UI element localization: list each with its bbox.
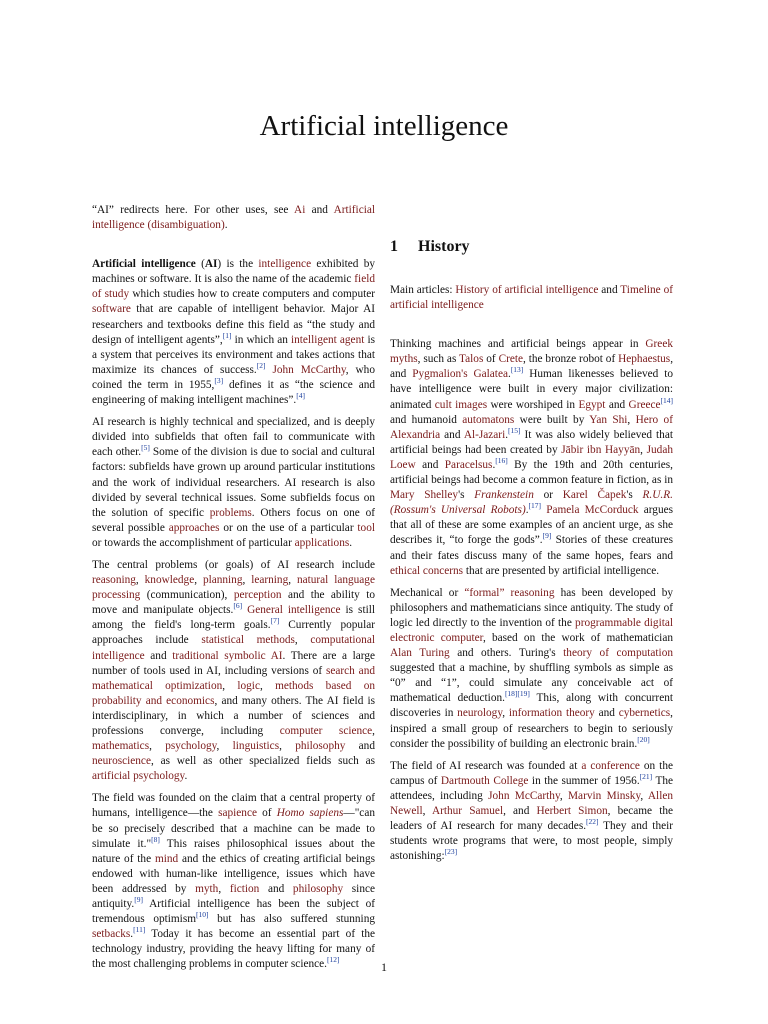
body-text: , [242,574,252,587]
article-link[interactable]: problems [209,506,252,519]
footnote-ref[interactable]: [8] [151,834,160,844]
article-link[interactable]: search and mathematical optimization [92,664,375,692]
article-link[interactable]: myth [195,882,219,895]
section-number: 1 [390,238,398,255]
article-link[interactable]: Allen Newell [390,789,673,817]
article-link[interactable]: John McCarthy [488,789,560,802]
article-link[interactable]: mind [154,852,179,865]
body-text: , who coined the term in 1955, [92,363,375,391]
body-text: were built by [514,413,590,426]
footnote-ref[interactable]: [2] [256,361,266,371]
body-text: and the ability to move and manipulate objects. [92,589,376,617]
article-link[interactable]: applications [294,536,350,549]
article-link[interactable]: John McCarthy [272,363,346,376]
main-article-link-history[interactable]: History of artificial intelligence [455,284,599,296]
body-text: , the bronze robot of [523,353,619,366]
article-link[interactable]: Mary Shelley [390,489,459,502]
footnote-ref[interactable]: [14] [660,395,674,405]
body-text: Artificial intelligence has been the subject of tremendous optimism [92,898,375,926]
body-text: , and [390,353,674,381]
article-link[interactable]: Crete [498,353,524,366]
hatnote-text: and [305,204,334,216]
body-text: exhibited by machines or software. It is also the name of the academic [92,258,376,286]
article-link[interactable]: Greek myths [390,338,673,366]
article-link[interactable]: Al-Jazari [463,428,506,441]
article-link[interactable]: artificial psychology [92,770,185,783]
article-link[interactable]: neurology [457,707,503,720]
section-heading [390,237,673,257]
footnote-ref[interactable]: [4] [296,391,305,401]
article-link[interactable]: Judah Loew [390,443,673,471]
article-link[interactable]: intelligence [258,258,312,271]
article-link[interactable]: cult images [434,398,488,411]
body-text: Some of the division is due to social and cultural factors: subfields have grown up around particular institutions and the work of individual researchers. AI research is also divided by several technical issues. Some subfields focus on the solution of specific [92,446,375,519]
body-text: , [288,574,297,587]
body-text: . Others focus on one of several possible [92,506,375,534]
body-text: or towards the accomplishment of particular [92,536,295,549]
body-text: and humanoid [390,413,463,426]
body-text: . [184,770,188,783]
body-text: and others. Turing's [449,647,564,660]
body-text: The field of AI research was founded at [390,759,582,772]
history-paragraph-1 [390,337,673,579]
footnote-ref[interactable]: [23] [444,847,458,857]
hatnote [92,203,375,233]
article-link[interactable]: Alan Turing [390,647,450,660]
article-link[interactable]: General intelligence [247,604,341,617]
hatnote-text: . [224,219,228,232]
article-link[interactable]: Hephaestus [618,353,671,366]
body-text: This raises philosophical issues about the nature of the [92,837,375,865]
article-link[interactable]: software [92,303,131,316]
main-articles-and: and [598,284,621,296]
body-text: and the ethics of creating artificial beings endowed with human-like intelligence, issues which have been addressed by [92,852,375,895]
body-text: , [279,740,296,753]
body-text: , [222,679,238,692]
body-text: , became the leaders of AI research for many decades. [390,805,673,833]
footnote-ref[interactable]: [9] [134,895,144,905]
article-link[interactable]: mathematics [92,740,150,753]
body-text: of [256,807,277,820]
body-text: or on the use of a particular [219,521,358,534]
article-link[interactable]: Frankenstein [474,489,534,502]
footnote-ref[interactable]: [20] [637,734,650,744]
body-text: , [502,707,509,720]
body-text: in the summer of 1956. [528,774,640,787]
article-link[interactable]: Yan Shi [589,413,628,426]
article-link[interactable]: computer science [279,725,373,737]
hatnote-link-ai[interactable]: Ai [294,204,306,216]
body-text: and [594,707,619,720]
body-text: . [492,458,496,471]
article-link[interactable]: sapience [218,807,257,820]
article-link[interactable]: Pamela McCorduck [546,504,639,517]
body-text: , as well as other specialized fields such as [150,755,375,768]
body-text: . [525,504,529,517]
article-link[interactable]: Paracelsus [444,458,493,471]
body-text: or [533,489,563,502]
article-link[interactable]: fiction [229,882,260,895]
body-text: and [440,428,464,441]
body-text: , [294,634,311,647]
article-link[interactable]: Dartmouth College [440,774,529,787]
body-text: and [259,882,293,895]
body-text: By the 19th and 20th centuries, artificial beings had become a common feature in fiction, as in [390,458,673,487]
footnote-ref[interactable]: [18][19] [504,689,530,699]
article-link[interactable]: psychology [165,740,217,753]
body-text: Stories of these creatures and their fates discuss many of the same hopes, fears and [390,534,673,562]
article-link[interactable]: Arthur Samuel [431,805,504,817]
main-articles-note [390,283,673,313]
right-column [390,203,673,871]
body-text: , [422,805,432,817]
footnote-ref[interactable]: [7] [270,616,280,626]
article-link[interactable]: computational intelligence [92,634,375,662]
body-text: , [640,443,647,456]
article-link[interactable]: Pygmalion's Galatea [412,368,508,381]
article-link[interactable]: methods based on probability and economics [92,679,375,707]
body-text: , [149,740,166,753]
body-text: The attendees, including [390,774,674,802]
body-text: argues that all of these are some examples of an ancient urge, as she describes it, “to forge the gods”. [390,504,674,547]
article-link[interactable]: neuroscience [92,755,151,768]
article-link[interactable]: Greece [628,398,661,411]
body-text: It was also widely believed that artificial beings had been created by [390,428,673,456]
body-text: since antiquity. [92,882,375,911]
body-text: , [135,574,145,587]
footnote-ref[interactable]: [17] [528,501,542,511]
body-text: has been developed by philosophers and mathematicians since antiquity. The study of logic led directly to the invention of the [390,586,674,629]
body-text: of [483,353,499,366]
main-article-link-timeline[interactable]: Timeline of artificial intelligence [390,284,673,312]
body-text: Mechanical or [390,586,465,599]
body-text: ) is the [217,258,259,271]
footnote-ref[interactable]: [10] [196,910,209,920]
article-link[interactable]: “formal” reasoning [464,586,555,599]
body-text: Today it has become an essential part of the technology industry, providing the heavy lifting for many of the most challenging problems in computer science. [92,928,375,971]
hatnote-link-disambiguation[interactable]: Artificial intelligence (disambiguation) [92,204,375,232]
article-link[interactable]: Hero of Alexandria [390,413,673,441]
body-text: that are presented by artificial intelligence. [463,564,660,577]
body-text: . [130,928,134,941]
bold-term: AI [204,258,218,271]
body-text: (communication), [140,589,234,602]
body-text: , [640,789,648,802]
body-text: on the campus of [390,759,673,787]
body-text: 's [626,489,643,502]
article-link[interactable]: Herbert Simon [536,805,608,817]
body-text: and [345,740,375,753]
intro-paragraph-2 [92,415,375,551]
article-link[interactable]: setbacks [92,928,131,941]
body-text: 's [458,489,475,502]
body-text: that are capable of intelligent behavior. Major AI researchers and textbooks define this field as “the study and design of intelligent agents”, [92,303,375,346]
article-link[interactable]: perception [233,589,282,602]
article-link[interactable]: knowledge [144,574,195,587]
body-text: , [194,574,203,587]
body-text: , [259,679,276,692]
article-link[interactable]: ethical concerns [390,564,464,577]
body-text: defines it as “the science and engineering of making intelligent machines”. [92,378,375,407]
article-link[interactable]: Talos [459,353,484,366]
body-text: . [507,368,511,381]
article-link[interactable]: logic [237,679,260,692]
footnote-ref[interactable]: [5] [141,443,150,453]
article-link[interactable]: Homo sapiens [276,807,344,820]
article-link[interactable]: reasoning [92,574,136,587]
article-link[interactable]: R.U.R. (Rossum's Universal Robots) [390,489,673,517]
body-text: were worshiped in [487,398,579,411]
body-text: The field was founded on the claim that a central property of humans, intelligence—the [92,792,375,820]
intro-paragraph-1 [92,257,375,408]
footnote-ref[interactable]: [6] [233,601,243,611]
article-link[interactable]: information theory [508,707,595,720]
body-text: , and [503,805,537,817]
article-link[interactable]: approaches [168,521,220,534]
footnote-ref[interactable]: [3] [214,376,224,386]
body-text: , and many others. The AI field is interdisciplinary, in which a number of sciences and professions converge, including [92,694,376,737]
body-text: This, along with concurrent discoveries in [390,692,673,720]
page-number: 1 [381,960,387,974]
footnote-ref[interactable]: [12] [326,955,340,965]
article-link[interactable]: philosophy [295,740,346,753]
body-text: , [216,740,233,753]
body-text: , [372,725,375,737]
article-link[interactable]: theory of computation [563,647,673,660]
footnote-ref[interactable]: [22] [586,817,599,827]
article-link[interactable]: cybernetics [618,707,671,720]
page-title: Artificial intelligence [259,110,509,142]
article-link[interactable]: programmable digital electronic computer [390,616,673,644]
footnote-ref[interactable]: [16] [495,456,508,466]
article-link[interactable]: natural language processing [92,574,375,602]
body-text: in which an [231,333,291,346]
article-link[interactable]: traditional symbolic AI [172,649,283,662]
body-text: and [144,649,173,662]
body-text: but has also suffered stunning [208,913,375,926]
main-articles-label: Main articles: [390,284,456,296]
body-text: suggested that a machine, by shuffling symbols as simple as “0” and “1”, could simulate any conceivable act of mathematical deduction. [390,662,673,705]
body-text: Currently popular approaches include [92,619,375,647]
body-text: . [349,536,353,549]
article-link[interactable]: Jābir ibn Hayyān [561,443,641,456]
article-link[interactable]: tool [357,521,375,534]
body-text: ( [195,258,205,271]
body-text: , such as [417,353,460,366]
body-text: . There are a large number of tools used in AI, including versions of [92,649,375,677]
article-link[interactable]: planning [202,574,243,587]
article-link[interactable]: automatons [462,413,515,426]
body-text: —"can be so precisely described that a machine can be made to simulate it." [92,807,375,850]
article-link[interactable]: a conference [581,759,640,772]
footnote-ref[interactable]: [13] [510,365,524,375]
body-text: which studies how to create computers and computer [129,288,376,301]
body-text: AI research is highly technical and specialized, and is deeply divided into subfields that often fail to communicate with each other. [92,416,375,459]
article-link[interactable]: field of study [92,273,375,301]
article-link[interactable]: intelligent agent [290,333,365,346]
hatnote-text: “AI” redirects here. For other uses, see [92,204,295,216]
article-link[interactable]: philosophy [292,882,344,895]
left-column [92,203,375,980]
body-text: and [415,458,445,471]
footnote-ref[interactable]: [1] [222,330,232,340]
body-text: . [505,428,509,441]
body-text: Thinking machines and artificial beings appear in [390,338,646,351]
body-text: , [218,882,230,895]
body-text: is still among the field's long-term goals. [92,604,375,632]
intro-paragraph-4 [92,791,375,972]
footnote-ref[interactable]: [11] [133,925,146,935]
body-text: , [559,789,569,802]
article-link[interactable]: Karel Čapek [562,489,627,502]
article-link[interactable]: learning [251,574,289,587]
article-link[interactable]: Marvin Minsky [568,789,641,802]
body-text: is a system that perceives its environment and takes actions that maximize its chances of success. [92,333,376,376]
body-text: , [627,413,636,426]
section-title: History [418,238,470,255]
article-link[interactable]: Egypt [578,398,606,411]
body-text: Human likenesses believed to have intelligence were built in every major civilization: animated [390,368,673,411]
footnote-ref[interactable]: [9] [542,531,552,541]
footnote-ref[interactable]: [21] [639,772,653,782]
body-text: They and their students wrote programs that were, to most people, simply astonishing: [390,820,674,863]
article-link[interactable]: statistical methods [201,634,295,647]
footnote-ref[interactable]: [15] [508,425,521,435]
body-text: , inspired a small group of researchers to begin to seriously consider the possibility of building an electronic brain. [390,707,673,750]
history-paragraph-3 [390,759,673,865]
body-text: The central problems (or goals) of AI research include [92,558,375,571]
intro-paragraph-3 [92,558,375,784]
body-text: and [605,398,629,411]
article-link[interactable]: linguistics [232,740,280,753]
bold-term: Artificial intelligence [92,258,196,271]
body-text: , based on the work of mathematician [482,631,673,644]
history-paragraph-2 [390,586,673,752]
